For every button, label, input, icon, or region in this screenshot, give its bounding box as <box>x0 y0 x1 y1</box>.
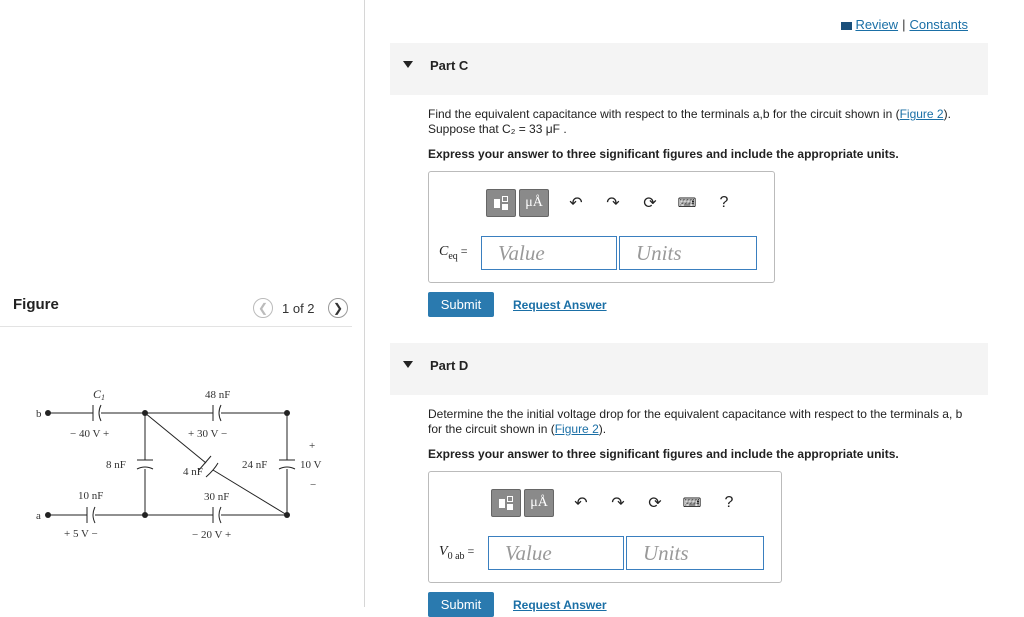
c30-label: 30 nF <box>204 491 230 503</box>
part-d-question: Determine the the initial voltage drop for the equivalent capacitance with respect to the terminals a, b for the circuit shown in (Figure 2). <box>428 407 963 436</box>
part-c-request-answer-link[interactable]: Request Answer <box>513 298 607 312</box>
figure-panel <box>0 0 365 607</box>
part-c-header[interactable] <box>390 43 988 95</box>
v0ab-value-input[interactable]: Value <box>488 536 624 570</box>
divider <box>0 326 352 327</box>
ceq-units-input[interactable]: Units <box>619 236 757 270</box>
v0ab-units-input[interactable]: Units <box>626 536 764 570</box>
c1-label: C1 <box>93 387 106 402</box>
keyboard-icon[interactable]: ⌨ <box>682 495 702 510</box>
part-d-label: Part D <box>430 358 469 373</box>
ceq-value-input[interactable]: Value <box>481 236 617 270</box>
help-icon[interactable]: ? <box>719 194 729 211</box>
part-c-submit-button[interactable]: Submit <box>428 292 494 317</box>
node-b-label: b <box>36 408 42 420</box>
reset-icon[interactable]: ⟳ <box>643 195 657 212</box>
part-d-answer-box <box>428 471 782 583</box>
part-d-header[interactable] <box>390 343 988 395</box>
templates-button[interactable] <box>486 189 516 217</box>
next-figure-button[interactable] <box>328 298 348 318</box>
figure-2-link[interactable]: Figure 2 <box>554 422 599 436</box>
part-c-instruction: Express your answer to three significant figures and include the appropriate units. <box>428 147 899 161</box>
templates-icon <box>499 496 513 510</box>
circuit-diagram <box>30 380 330 550</box>
c48-label: 48 nF <box>205 389 231 401</box>
part-c-question: Find the equivalent capacitance with respect to the terminals a,b for the circuit shown in (Figure 2). Suppose that C₂ = 33 μF . <box>428 107 951 136</box>
keyboard-icon[interactable]: ⌨ <box>677 195 697 210</box>
v0ab-label: $V_{0 ab}$ = <box>439 544 475 562</box>
plus-label: + <box>309 440 316 452</box>
templates-icon <box>494 196 508 210</box>
part-d-request-answer-link[interactable]: Request Answer <box>513 598 607 612</box>
answer-toolbar <box>486 189 734 217</box>
help-icon[interactable]: ? <box>724 494 734 511</box>
redo-icon[interactable]: ↷ <box>611 495 625 512</box>
v20-label: − 20 V + <box>192 529 232 541</box>
chevron-left-icon: ❮ <box>257 301 269 315</box>
figure-page-indicator: 1 of 2 <box>282 301 315 316</box>
minus-label: − <box>310 479 317 491</box>
constants-link[interactable]: Constants <box>909 17 968 32</box>
c24-label: 24 nF <box>242 459 268 471</box>
undo-icon[interactable]: ↶ <box>569 195 583 212</box>
c4-label: 4 nF <box>183 466 203 478</box>
ceq-label: $C_{eq}$ = <box>439 244 468 262</box>
review-icon <box>841 22 852 30</box>
templates-button[interactable] <box>491 489 521 517</box>
collapse-triangle-icon <box>403 61 413 68</box>
v40-label: − 40 V + <box>70 428 110 440</box>
chevron-right-icon: ❯ <box>332 301 344 315</box>
top-links <box>841 17 968 32</box>
reset-icon[interactable]: ⟳ <box>648 495 662 512</box>
undo-icon[interactable]: ↶ <box>574 495 588 512</box>
link-separator: | <box>902 17 906 32</box>
node-a-label: a <box>36 510 41 522</box>
v5-label: + 5 V − <box>64 528 98 540</box>
part-d-submit-button[interactable]: Submit <box>428 592 494 617</box>
answer-toolbar <box>491 489 739 517</box>
v30-label: + 30 V − <box>188 428 228 440</box>
part-c-label: Part C <box>430 58 469 73</box>
part-d-instruction: Express your answer to three significant figures and include the appropriate units. <box>428 447 899 461</box>
units-button[interactable] <box>524 489 554 517</box>
c10-label: 10 nF <box>78 490 104 502</box>
units-icon: μÅ <box>530 495 548 510</box>
collapse-triangle-icon <box>403 361 413 368</box>
units-button[interactable] <box>519 189 549 217</box>
part-c-answer-box <box>428 171 775 283</box>
figure-title: Figure <box>13 296 59 313</box>
c10v-label: 10 V <box>300 459 322 471</box>
units-icon: μÅ <box>525 195 543 210</box>
redo-icon[interactable]: ↷ <box>606 195 620 212</box>
figure-2-link[interactable]: Figure 2 <box>899 107 944 121</box>
prev-figure-button[interactable] <box>253 298 273 318</box>
review-link[interactable]: Review <box>855 17 899 32</box>
c8-label: 8 nF <box>106 459 126 471</box>
